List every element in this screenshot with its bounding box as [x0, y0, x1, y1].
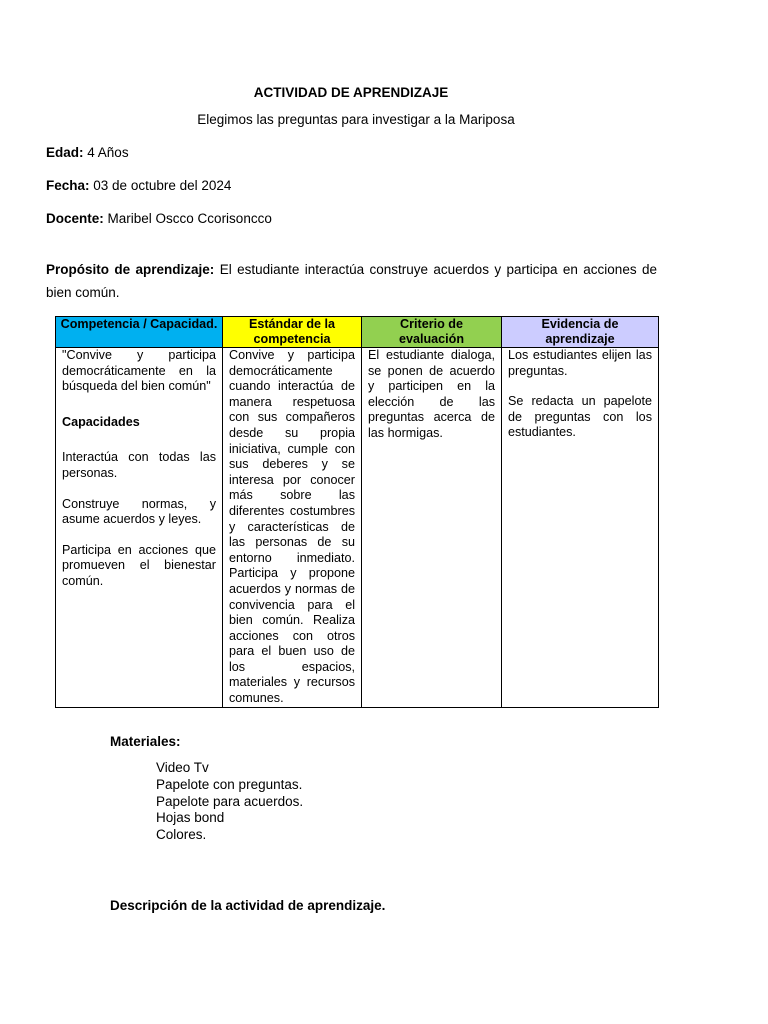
page-title: ACTIVIDAD DE APRENDIZAJE — [253, 85, 449, 100]
competencia-text: "Convive y participa democráticamente en la búsqueda del bien común" — [62, 348, 216, 394]
table-row — [56, 348, 659, 708]
capacidades-label: Capacidades — [62, 414, 140, 429]
activity-subtitle: Elegimos las preguntas para investigar a la Mariposa — [197, 112, 515, 127]
evidencia-item: Se redacta un papelote de preguntas con los estudiantes. — [508, 394, 652, 440]
field-edad — [46, 145, 129, 160]
cell-competencia — [56, 348, 223, 708]
description-heading: Descripción de la actividad de aprendizaje. — [110, 898, 386, 913]
list-item: Papelote con preguntas. — [156, 776, 303, 792]
table-header-row — [56, 317, 659, 348]
fecha-label: Fecha: — [46, 178, 90, 193]
estandar-text: Convive y participa democráticamente cuando interactúa de manera respetuosa con sus compañeros desde su propia iniciativa, cumple con sus deberes y se interesa por conocer más sobre las diferentes costumbres y características de las personas de su entorno inmediato. Participa y propone acuerdos y normas de convivencia para el bien común. Realiza acciones con otros para el buen uso de los espacios, materiales y recursos comunes. — [229, 348, 355, 706]
purpose-paragraph — [46, 258, 657, 304]
cell-criterio — [362, 348, 502, 708]
header-estandar: Estándar de la competencia — [223, 317, 362, 348]
list-item: Video Tv — [156, 760, 209, 775]
field-fecha — [46, 178, 231, 193]
materials-title: Materiales: — [110, 734, 181, 749]
list-item: Papelote para acuerdos. — [156, 793, 304, 809]
edad-label: Edad: — [46, 145, 84, 160]
header-competencia: Competencia / Capacidad. — [56, 317, 223, 348]
capacidad-item: Interactúa con todas las personas. — [62, 450, 216, 480]
materials-list — [156, 760, 303, 844]
purpose-label: Propósito de aprendizaje: — [46, 262, 215, 277]
purpose-text: El estudiante interactúa construye acuerdos y participa en acciones de bien común. — [46, 262, 657, 300]
evidencia-item: Los estudiantes elijen las preguntas. — [508, 348, 652, 378]
capacidad-item: Construye normas, y asume acuerdos y leyes. — [62, 496, 216, 527]
header-evidencia: Evidencia de aprendizaje — [502, 317, 659, 348]
competency-table — [55, 316, 659, 708]
capacidad-item: Participa en acciones que promueven el bienestar común. — [62, 542, 216, 588]
criterio-text: El estudiante dialoga, se ponen de acuerdo y participen en la elección de las preguntas acerca de las hormigas. — [368, 348, 495, 440]
cell-evidencia — [502, 348, 659, 708]
header-criterio: Criterio de evaluación — [362, 317, 502, 348]
edad-value: 4 Años — [87, 145, 129, 160]
list-item: Colores. — [156, 827, 207, 843]
field-docente — [46, 211, 272, 226]
cell-estandar — [223, 348, 362, 708]
fecha-value: 03 de octubre del 2024 — [93, 178, 232, 193]
docente-label: Docente: — [46, 211, 104, 226]
docente-value: Maribel Oscco Ccorisoncco — [107, 211, 272, 226]
list-item: Hojas bond — [156, 810, 225, 826]
